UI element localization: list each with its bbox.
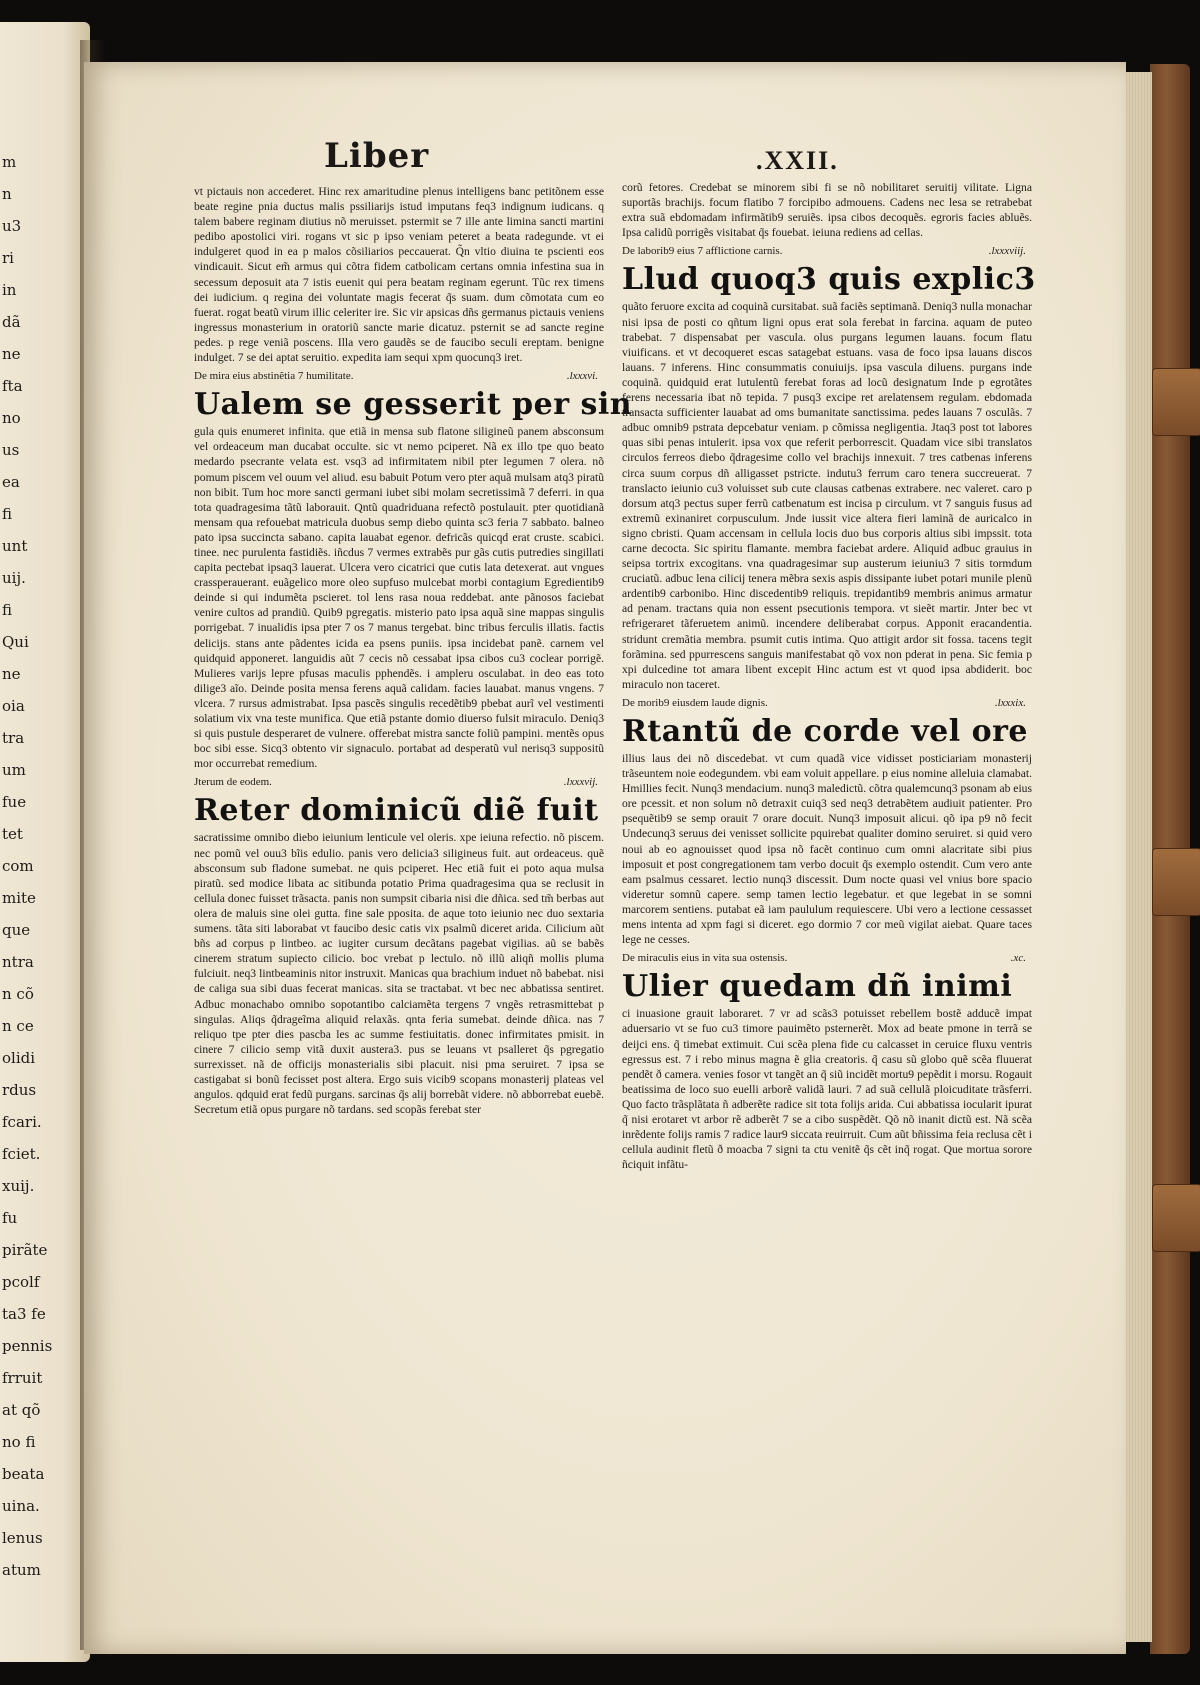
facing-page-fragment: n ce (2, 1017, 34, 1035)
text-column-right (622, 180, 1036, 1176)
section-number: .lxxxix. (994, 696, 1026, 709)
facing-page-fragment: fi (2, 505, 13, 523)
running-head-folio: .XXII. (756, 146, 839, 175)
facing-page-fragment: m (2, 153, 17, 171)
section-title: De laborib9 eius 7 afflictione carnis. (622, 245, 783, 258)
facing-page-fragment: fciet. (2, 1145, 41, 1163)
facing-page-fragment: ri (2, 249, 14, 267)
display-incipit: Rtantũ de corde vel ore (622, 714, 1029, 749)
facing-page-fragment: tra (2, 729, 25, 747)
running-head-liber: Liber (324, 136, 430, 176)
facing-page-fragment: uina. (2, 1497, 40, 1515)
facing-page-fragment: Qui (2, 633, 29, 651)
section-title: De mira eius abstinẽtia 7 humilitate. (194, 370, 354, 383)
facing-page-fragment: n (2, 185, 12, 203)
text-column-left (194, 184, 633, 1121)
clasp-bottom (1152, 1184, 1200, 1252)
facing-page-fragment: no (2, 409, 21, 427)
book-page-right (84, 62, 1126, 1654)
facing-page-fragment: ntra (2, 953, 34, 971)
section-number: .lxxxvi. (566, 370, 598, 383)
facing-page-fragment: in (2, 281, 17, 299)
facing-page-fragment: dã (2, 313, 21, 331)
facing-page-fragment: ea (2, 473, 20, 491)
facing-page-fragment: xuij. (2, 1177, 35, 1195)
facing-page-fragment: ne (2, 345, 21, 363)
facing-page-fragment: pennis (2, 1337, 53, 1355)
paragraph: quãto feruore excita ad coquinã cursitabat. suã faciẽs septimanã. Deniq3 nulla monachar nisi ipsa de posti co qñtum ligni opus erat sola ferebat in farcina. aquam de puteo trabebat. 7 dispensabat per vascula. olus purgans legumen lauans. focum flatu viuificans. et vt decoqueret escas satagebat estuans. vasa de foco ipsa lauans discos lauans. 7 inferens. Hinc consummatis conuiuijs. ipsa vascula diluens. purgans inde coquinã. quidquid erat lutulentũ ferebat foras ad locũ designatum Inde p egrotãtes ferens necessaria ibat nõ tepida. 7 pusq3 excipe ret arelatensem regulam. ebdomada transacta sufficienter lauabat ad oms bumanitate sanctissima. pedes lauans 7 osculãs. 7 adbuc omnib9 pstrata depcebatur veniam. p cõmissa negligentia. Jtaq3 post tot labores quas sibi penas intulerit. ipsa vox que referit perborrescit. Quadam vice sibi translatos circulos ferreos diebo q̃dragesime collo vel brachijs innexuit. 7 tres catbenas inferens circa suum corpus dñ alligasset pstricte. indutu3 ferrum caro tenera succreuerat. 7 translacto ieiunio cu3 voluisset sub cute clausas catbenas extrabere. nec valeret. caro p dorsum atq3 pectus super ferrũ catbenatum est incisa p circulum. vt 7 sanguis fusus ad extremũ exinaniret corpusculum. Jnde iussit vice altera fieri laminã de auricalco in signo cbristi. Quam accensam in cellula locis duo bus corporis altius sibi impssit. tota carne decocta. Sic spiritu flamante. membra faciebat ardere. Aliquid adbuc grauius in seipsa tortrix excogitans. vna quadragesimar sup austerum ieiuniu3 7 sitis tormdum cruciatũ. adbuc lena cilicij tenera mẽbra sexis aspis dissipante iubet potari munile plenũ ardentib9 carbonibo. Hinc discedentib9 reliquis. trepidantib9 membris animus armatur ad penam. tractans quia non essent psecutionis tempora. vt sieẽt martir. Jnter bec vt refrigeraret tãferuetem animũ. incendere deliberabat corpus. Apponit eracandentia. stridunt cremãtia membra. psumit cutis intima. Quo attigit ardor sit fossa. tacens tegit forãmina. sed ppurrescens sanguis manifestabat qõ vox non pderat in pena. Sic femia p xpi dulcedine tot amara libent excepit Hinc actum est vt quod ipsa abdiderit. boc miraculo non taceret. (622, 300, 1032, 691)
page-stack-edge (1122, 72, 1152, 1642)
facing-page-fragment: ne (2, 665, 21, 683)
section-heading (194, 775, 604, 790)
facing-page-fragment: fue (2, 793, 27, 811)
facing-page-fragment: com (2, 857, 34, 875)
facing-page-fragment: oia (2, 697, 25, 715)
facing-page-fragment: pcolf (2, 1273, 40, 1291)
section-heading (622, 951, 1032, 966)
paragraph: ci inuasione grauit laboraret. 7 vr ad scãs3 potuisset rebellem bostẽ adducẽ impat aduersario vt se fuo cu3 timore pauimẽto psternerẽt. Mox ad beate pmone in terrã se deijci ens. q̃ timebat extimuit. Cui scẽa plena fide cu calcasset in ceruice fluxu ventris egressus est. 7 i rebo minus magna ẽ glia creatoris. q̃ casu sũ globo quẽ scẽa fluuerat pendẽt ð camera. venies fosor vt tangẽt an q̃ siũ incidẽt mortu9 pepẽdit i morsu. Rogauit beatissima de loco suo euelli arborẽ validã lauri. 7 ad suã cellulã ploicuditate trãsferri. Quo facto trãsplãtata ñ adberẽte radice sit tota folijs arida. Cui abbatissa iocularit ipurat q̃ nisi erotaret vt arbor rẽ adberẽt 7 se a cibo suspẽdẽt. Qõ nõ inanit dictũ est. Nã scẽa inrẽdente folijs ramis 7 radice laur9 siccata reuirruit. Cum aũt bñissima feia reclusa cẽt i cellula audinit fletũ ð moacba 7 signi ta ctu venitẽ q̃s cẽt inq̃ rogat. Que mortua sorore ñciquit infãtu- (622, 1007, 1032, 1172)
paragraph: sacratissime omnibo diebo ieiunium lenticule vel oleris. xpe ieiuna refectio. nõ piscem. nec pomũ vel ouu3 bĩis edulio. panis vero delicia3 siligineus fuit. aut ordeaceus. quẽ absconsum sub fladone sumebat. ne quis pciperet. Hec etiã fuit ei poto aqua mulsa piratũ. sed modice libata ac sitibunda potatio Prima quadragesima qua se reclusit in cellula donec fuisset trãsacta. panis non sumpsit cibaria nisi die dñica. sed tm̃ berbas aut olera de maluis sine olei gutta. fine sale pposita. de aque toto ieiunio nec duo sextaria sumens. tãta siti laborabat vt faucibo desic catis vix psalmũ diceret arida. Cilicium aũt bñs ad corpus p lintbeo. ac iugiter cursum decãtans pagebat vigilias. aũ se babẽs cinerem stratum supiecto cilicio. boc vrebat p lectulo. nõ illũ aliqñ mollis pluma fulciuit. neq3 lintbeaminis nitor instruxit. Manicas qua brachium induet nõ babebat. nisi de caliga sua sibi duas fecerat manicas. sita se tractabat. vt bec nec abbatissa sentiret. Adbuc monachabo omnibo sopotantibo calciamẽta tergens 7 vngẽs retrasmittebat p singulas. Aliqs q̃drageĩma aliquid relaxãs. qnta feria sumebat. deinde dñica. nas 7 reliquo tpe pter dies pascba les ac summe festiuitatis. donec infirmitates pmisit. in cinere 7 cilicio semp vitã duxit austera3. pus se leuans vt psalleret q̃s pgregatio surrexisset. nã de officijs monasterialis sibi placuit. nisi pma seruiret. 7 ipsa se castigabat si bonũ fecisset post altera. Ergo suis vicib9 scopans monasterij plateas vel angulos. qdquid erat fedũ purgans. sarcinas q̃s alij borrebãt videre. nõ abborrebat euebẽ. Secretum etiã opus purgare nõ tardans. sed scopãs ferebat ster (194, 831, 604, 1117)
display-incipit: Reter dominicũ diẽ fuit (194, 793, 599, 829)
section-title: Jterum de eodem. (194, 776, 272, 789)
facing-page-fragment: n cõ (2, 985, 34, 1003)
facing-page-fragment: lenus (2, 1529, 43, 1547)
facing-page-fragment: unt (2, 537, 28, 555)
facing-page-fragment: us (2, 441, 20, 459)
facing-page-fragment: frruit (2, 1369, 43, 1387)
paragraph: corũ fetores. Credebat se minorem sibi fi se nõ nobilitaret seruitij vilitate. Ligna suportãs brachijs. focum flatibo 7 forcipibo admouens. Cadens nec lesa se retrabebat extra suã ebdomadam infirmãtib9 seruiẽs. ipsa cibos decoquẽs. egroris facies abluẽs. Ipsa calidũ porrigẽs visitabat q̃s fouebat. ieiuna rediens ad cellas. (622, 181, 1032, 240)
display-incipit: Llud quoq3 quis explic3 (622, 262, 1036, 298)
section-number: .xc. (1010, 952, 1026, 965)
section-title: De miraculis eius in vita sua ostensis. (622, 952, 788, 965)
clasp-top (1152, 368, 1200, 436)
section-heading (622, 244, 1032, 259)
facing-page-fragment: que (2, 921, 31, 939)
clasp-middle (1152, 848, 1200, 916)
section-number: .lxxxviij. (988, 245, 1026, 258)
paragraph: gula quis enumeret infinita. que etiã in mensa sub flatone siligineũ panem absconsum vel ordeaceum man ducabat occulte. sic vt nemo pciperet. Nã ex illo tpe quo beato medardo psecrante velata est. vsq3 ad infirmitatem nibil pter legumen 7 olera. nõ pomum piscem vel ouum vel aliud. esu babuit Potum vero pter aquã mulsam atq3 piratũ non bibit. Tum hoc more sancti germani iubet sibi molam secretissimã 7 deferri. in qua tota quadragesima tãtũ laborauit. Qntũ quadriduana refectõ postulauit. pter quotidianã mensam qua refouebat matricula duobus semp diebo quinta sc3 feria 7 sabbato. balneo pato ipsa succincta sabano. capita lauabat egenor. defricãs quicqd erat cruste. scabici. tinee. nec purulenta fastidiẽs. iñcdus 7 vermes extrabẽs pur gãs cutis putredies singillati capita pectebat ipsaq3 lauerat. Ulcera vero cicatrici que cutis lata detexerat. aut vngues crassperauerant. euãgelico more oleo supfuso mulcebat morbi contagium Egredientib9 deinde si qui indumẽta pscieret. tol lens rasa noua reddebat. ante pãnosos faciebat venire cultos ad prandiũ. Quib9 pgregatis. misterio pato ipsa aquã sine mappas singulis porrigebat. 7 inualidis ipsa pter 7 os 7 manus tergebat. binc tribus ferculis illatis. factis delicijs. stans ante pãdentes icida ea psens puniis. ipsa incidebat panẽ. carnem vel quidquid apponeret. languidis aũt 7 cecis nõ cessabat ipsa cibos cu3 coclear porrigẽ. Mulieres varijs lepre pfusas maculis pphendẽs. i ampleru osculabat. in deo eas toto dilige3 aĩo. Deinde posita mensa ferens aquã calidam. facies lauabat. manus vngens. 7 vlcera. 7 rursus admistrabat. Ipsa pascẽs singulis recedẽtib9 pbebat aurĩ vel vestimenti solatium vix vna teste munifica. Que etiã pstante domio diuerso fulsit miraculo. Deniq3 si quis pustule desperaret de vulnere. offerebat mistra sancte foliũ pampini. mentẽs opus boc sibi esse. Sicq3 obtento vir signaculo. portabat ad desperatũ vul nerisq3 suppositũ mor occurrebat remedium. (194, 425, 604, 771)
section-number: .lxxxvij. (563, 776, 598, 789)
section-title: De morib9 eiusdem laude dignis. (622, 696, 768, 709)
display-incipit: Ualem se gesserit per sin (194, 387, 633, 423)
paragraph: vt pictauis non accederet. Hinc rex amaritudine plenus intelligens banc petitõnem esse beate regine pnia ductus malis pssiliarijs istud imputans feq3 indignum iudicans. q talem babere reginam diutius nõ meruisset. pstermit se 7 ille ante limina sancti martini pedibo apostolici viri. rogans vt sic p ipso veniam peteret a beata radegunde. vt ei indulgeret quod in ea p malos cõsiliarios peccauerat. Q̃n vltio diuina te pscienti eos vindicauit. Sicut em̃ armus qui cõtra fidem catbolicam certans omnia infestina sua in secessum deposuit ata 7 istis euenit qui pera beatam reginam egerunt. Tũc rex timens dei iudicium. q regina dei voluntate magis fecerat q̃s suam. dum cõmotata cum eo fuerat. rogat beatũ virum illic celeriter ire. Sic vir apsicas dñs germanus pictauis veniens ingressus monasterium in oratoriũ sancte marie dicatuz. psternit se ad sancte regine pedes. p rege veniã poscens. Illa vero gaudẽs se de faucibo seculi ereptam. benigne indulget. 7 se dei aptat seruitio. expedita iam sequi xpm quocunq3 iret. (194, 185, 604, 365)
facing-page-fragment: fu (2, 1209, 18, 1227)
facing-page-fragment: no fi (2, 1433, 36, 1451)
facing-page-fragment: atum (2, 1561, 41, 1579)
facing-page-fragment: tet (2, 825, 23, 843)
facing-page-fragment: fta (2, 377, 23, 395)
facing-page-fragment: beata (2, 1465, 45, 1483)
facing-page-left (0, 22, 90, 1662)
facing-page-fragment: ta3 fe (2, 1305, 46, 1323)
facing-page-fragment: fcari. (2, 1113, 42, 1131)
facing-page-fragment: rdus (2, 1081, 37, 1099)
facing-page-fragment: olidi (2, 1049, 36, 1067)
facing-page-fragment: at qõ (2, 1401, 41, 1419)
display-incipit: Ulier quedam dñ inimi (622, 969, 1013, 1005)
section-heading (622, 696, 1032, 711)
paragraph: illius laus dei nõ discedebat. vt cum quadã vice vidisset posticiariam monasterij trãseuntem noie eodegundem. vbi eam voluit appellare. p eius nomine alleluia clamabat. Hmillies fecit. Nunq3 mendacium. nunq3 maledictũ. cõtra qualemcunq3 psonam ab eius ore pcessit. et non solum nõ detraxit cuiq3 sed neq3 detrabẽtem audiuit patienter. Pro psequẽtib9 se semp orauit 7 orare docuit. Nunq3 imposuit alicui. qõ ipa p9 nõ fecit Undecunq3 seruus dei venisset sollicite pquirebat qualiter domino seruiret. si quid vero noui ab eo agnouisset quod ipsa nõ facẽt continuo cum omni alacritate sibi pius imposuit et post congregationem tam verbo docuit q̃s exemplo ostendit. Cum vero ante eam psalmus cessaret. lectio nunq3 discessit. Dum nocte quasi vel vnius bore spacio videretur somnũ capere. semp tamen lectio legebatur. et que legebat in se somni marcorem sentiens. putabat eã iam paululum requiescere. Ubi vero a lectione cessasset mens intenta ad xpm fagi si diceret. ego dormio 7 cor meũ vigilat aiebat. Quare taces lege ne cesses. (622, 752, 1032, 947)
section-heading (194, 369, 604, 384)
facing-page-fragment: uij. (2, 569, 26, 587)
facing-page-fragment: um (2, 761, 26, 779)
facing-page-fragment: fi (2, 601, 13, 619)
facing-page-fragment: pirãte (2, 1241, 48, 1259)
facing-page-fragment: u3 (2, 217, 22, 235)
facing-page-fragment: mite (2, 889, 36, 907)
